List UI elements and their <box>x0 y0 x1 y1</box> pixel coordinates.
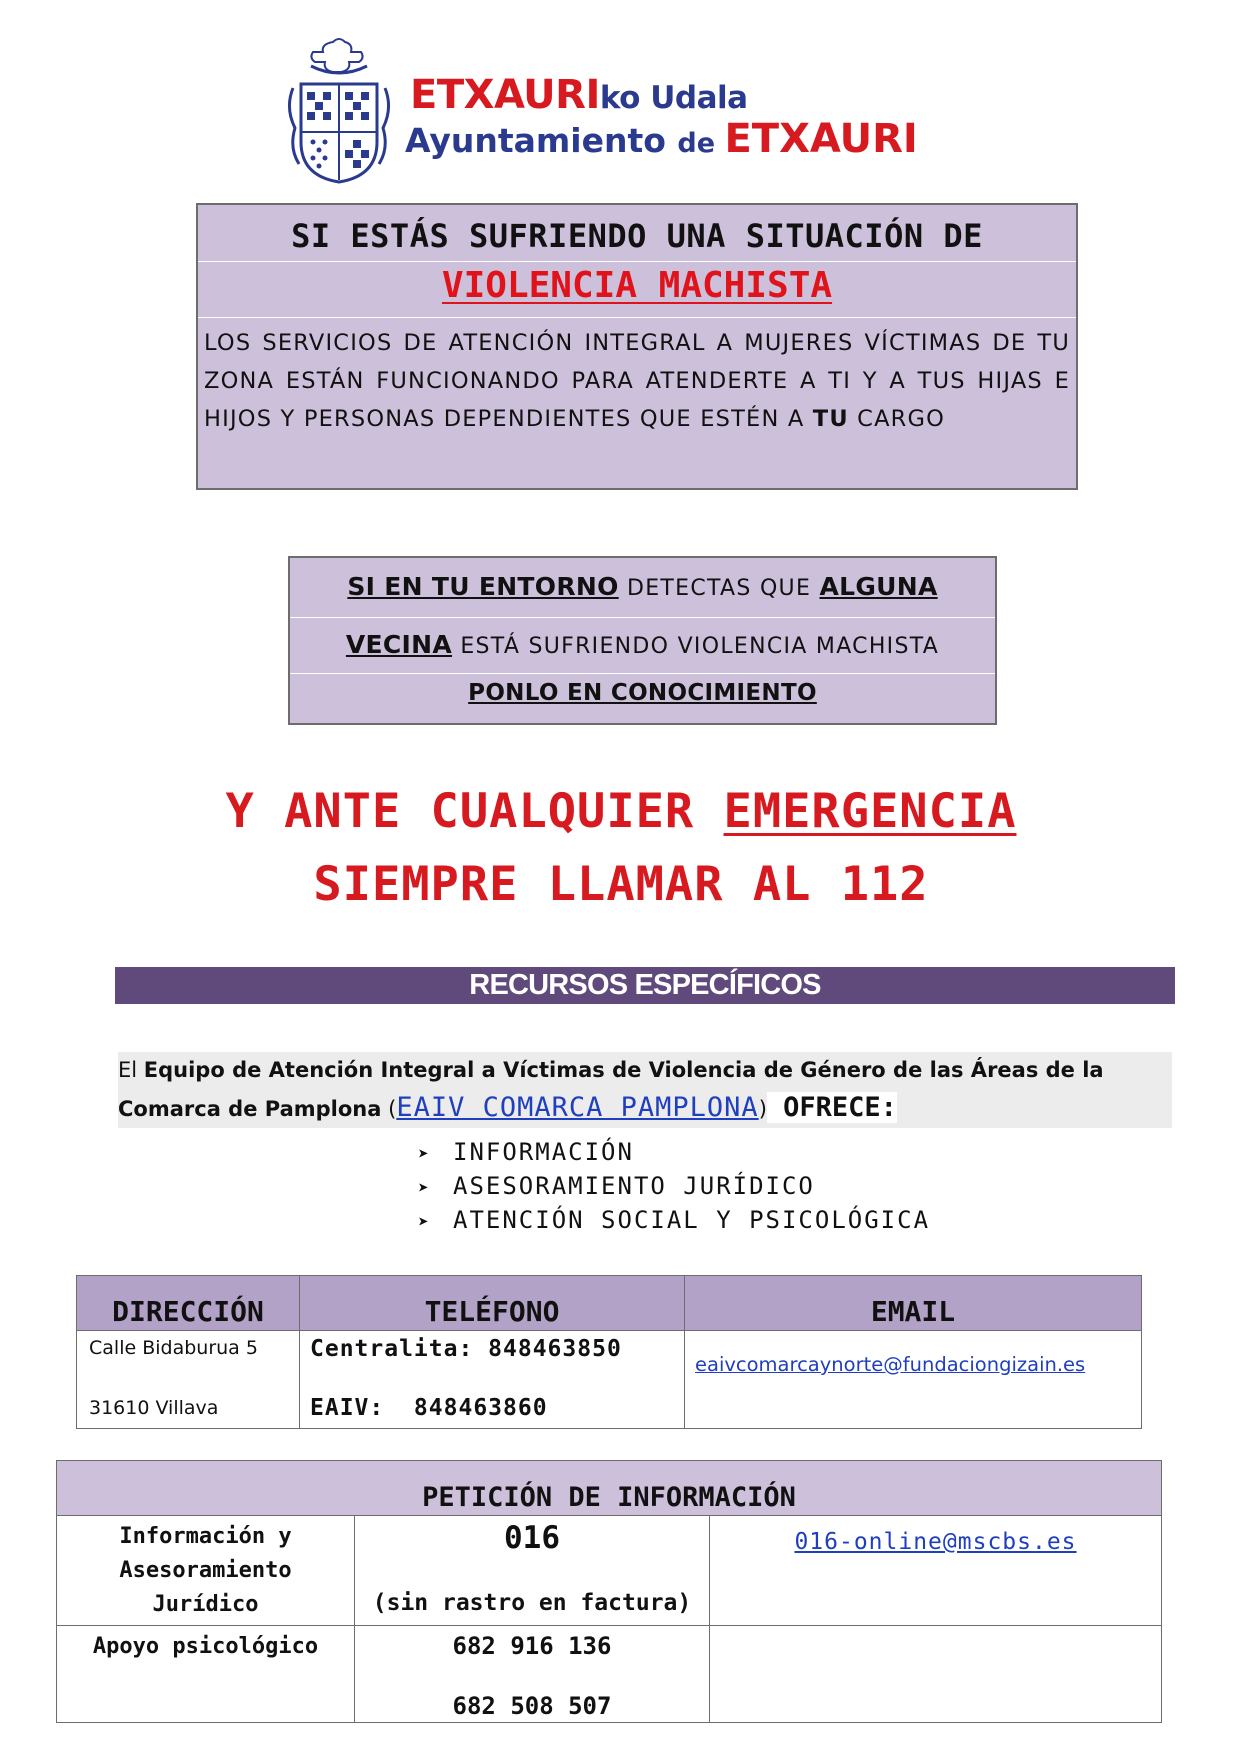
phone-016-note: (sin rastro en factura) <box>372 1590 692 1616</box>
phone-psych-2: 682 508 507 <box>452 1692 612 1720</box>
notice-body: LOS SERVICIOS DE ATENCIÓN INTEGRAL A MUJERES VÍCTIMAS DE TU ZONA ESTÁN FUNCIONANDO PARA ATENDERTE A TI Y A TUS HIJAS E HIJOS Y PERSONAS DEPENDIENTES QUE ESTÉN A TU CARGO <box>204 330 1070 432</box>
brand-title-spanish: Ayuntamiento de ETXAURI <box>405 116 918 162</box>
table-header-email: EMAIL <box>685 1276 1142 1331</box>
neighbour-row-3: PONLO EN CONOCIMIENTO <box>468 680 817 706</box>
notice-subtitle: VIOLENCIA MACHISTA <box>441 265 833 306</box>
row-label-psych: Apoyo psicológico <box>92 1634 319 1659</box>
list-item: ➤ ASESORAMIENTO JURÍDICO <box>418 1172 815 1200</box>
table-row <box>57 1626 1162 1723</box>
arrow-bullet-icon: ➤ <box>418 1178 431 1199</box>
address-postal: 31610 Villava <box>89 1397 219 1419</box>
emergency-line-2: SIEMPRE LLAMAR AL 112 <box>313 857 929 912</box>
section-header-recursos: RECURSOS ESPECÍFICOS <box>115 967 1175 1004</box>
table-header-direccion: DIRECCIÓN <box>77 1276 300 1331</box>
address-street: Calle Bidaburua 5 <box>89 1337 258 1359</box>
neighbour-row-1: SI EN TU ENTORNO DETECTAS QUE ALGUNA <box>347 572 938 601</box>
phone-centralita: Centralita: 848463850 <box>310 1336 622 1362</box>
contact-table <box>76 1275 1142 1429</box>
email-link[interactable]: eaivcomarcaynorte@fundaciongizain.es <box>695 1353 1086 1376</box>
brand-title-basque: ETXAURIko Udala <box>410 72 748 118</box>
arrow-bullet-icon: ➤ <box>418 1212 431 1233</box>
email-016-link[interactable]: 016-online@mscbs.es <box>794 1529 1077 1555</box>
phone-016: 016 <box>504 1520 560 1556</box>
row-label-info: Información y Asesoramiento Jurídico <box>119 1524 292 1617</box>
list-item: ➤ INFORMACIÓN <box>418 1138 634 1166</box>
table-header-telefono: TELÉFONO <box>300 1276 685 1331</box>
table-row <box>57 1516 1162 1626</box>
info-request-table <box>56 1460 1162 1723</box>
emergency-line-1: Y ANTE CUALQUIER EMERGENCIA <box>225 784 1017 839</box>
eaiv-link[interactable]: EAIV COMARCA PAMPLONA <box>396 1092 759 1123</box>
phone-psych-1: 682 916 136 <box>452 1632 612 1660</box>
neighbour-row-2: VECINA ESTÁ SUFRIENDO VIOLENCIA MACHISTA <box>345 630 940 659</box>
neighbour-notice-box <box>288 556 997 725</box>
table-row <box>77 1331 1142 1429</box>
list-item: ➤ ATENCIÓN SOCIAL Y PSICOLÓGICA <box>418 1206 931 1234</box>
violence-notice-box <box>196 203 1078 490</box>
eaiv-description: El Equipo de Atención Integral a Víctimas de Violencia de Género de las Áreas de la Comarca de Pamplona (EAIV COMARCA PAMPLONA) OFRECE: <box>118 1052 1172 1128</box>
info-request-header: PETICIÓN DE INFORMACIÓN <box>57 1461 1162 1516</box>
phone-eaiv: EAIV: 848463860 <box>310 1395 548 1421</box>
coat-of-arms-icon <box>283 36 395 188</box>
arrow-bullet-icon: ➤ <box>418 1144 431 1165</box>
notice-title: SI ESTÁS SUFRIENDO UNA SITUACIÓN DE <box>291 217 983 255</box>
